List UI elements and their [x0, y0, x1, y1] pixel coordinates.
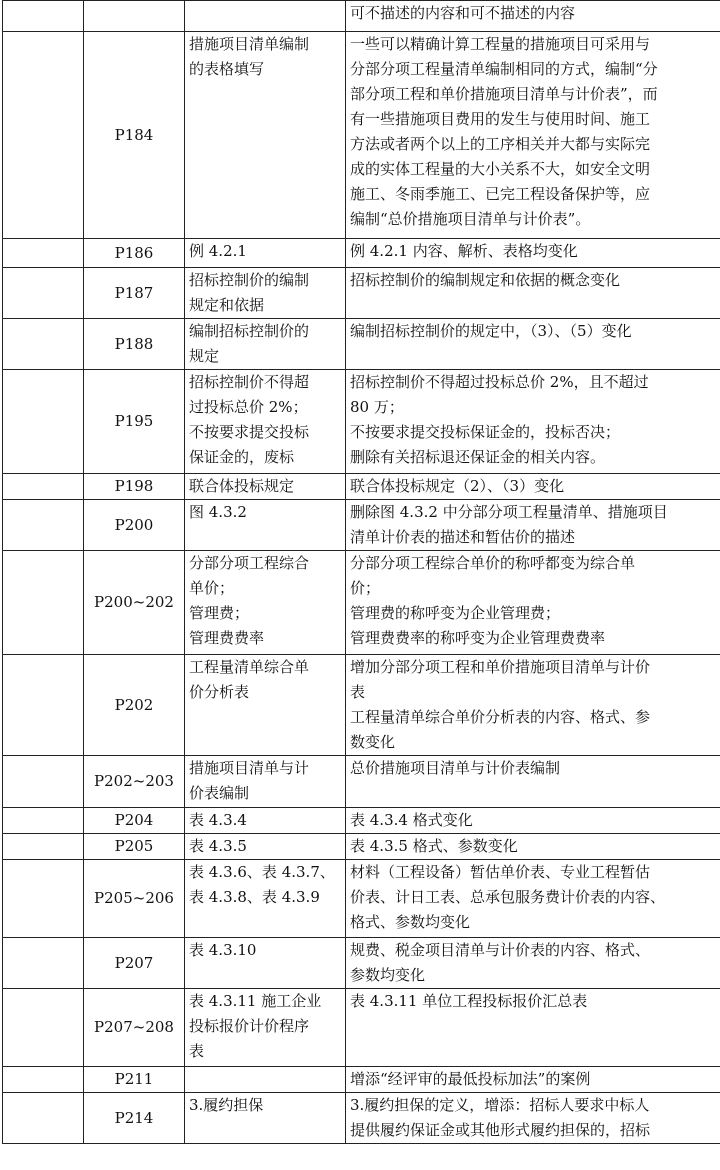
description-line: 总价措施项目清单与计价表编制 [350, 759, 561, 777]
description-cell [346, 834, 720, 860]
description-line: 施工、冬雨季施工、已完工程设备保护等，应 [350, 185, 651, 203]
description-line: 3.履约担保的定义，增添：招标人要求中标人 [350, 1096, 650, 1114]
table-row [3, 808, 720, 834]
description-line: 管理费费率的称呼变为企业管理费费率 [350, 629, 606, 647]
item-line: 管理费费率 [189, 629, 265, 647]
description-line: 招标控制价不得超过投标总价 2%，且不超过 [350, 373, 649, 391]
description-line: 例 4.2.1 内容、解析、表格均变化 [350, 242, 578, 260]
item-line: 投标报价计价程序 [189, 1017, 310, 1035]
description-cell [346, 1, 720, 32]
description-line: 清单计价表的描述和暂估价的描述 [350, 528, 576, 546]
table-row [3, 860, 720, 938]
description-line: 分部分项工程综合单价的称呼都变为综合单 [350, 554, 636, 572]
item-line: 管理费； [189, 604, 250, 622]
table-row [3, 1, 720, 32]
blank-cell [3, 834, 84, 860]
item-line: 联合体投标规定 [189, 477, 295, 495]
item-line: 不按要求提交投标 [189, 423, 310, 441]
blank-cell [3, 808, 84, 834]
page-ref-cell: P188 [84, 319, 185, 370]
description-cell [346, 319, 720, 370]
page-ref-cell: P202 [84, 655, 185, 756]
blank-cell [3, 551, 84, 655]
item-line: 规定 [189, 347, 220, 365]
description-line: 表 4.3.11 单位工程投标报价汇总表 [350, 992, 588, 1010]
description-line: 表 4.3.5 格式、参数变化 [350, 837, 518, 855]
description-line: 工程量清单综合单价分析表的内容、格式、参 [350, 708, 651, 726]
item-cell [185, 808, 346, 834]
table-row [3, 239, 720, 268]
table-row [3, 319, 720, 370]
item-cell [185, 834, 346, 860]
table-row [3, 834, 720, 860]
blank-cell [3, 1093, 84, 1144]
item-line: 规定和依据 [189, 296, 265, 314]
item-cell [185, 860, 346, 938]
page-ref-cell: P205 [84, 834, 185, 860]
item-line: 的表格填写 [189, 60, 265, 78]
description-line: 可不描述的内容和可不描述的内容 [350, 4, 576, 22]
item-line: 招标控制价不得超 [189, 373, 310, 391]
item-line: 措施项目清单编制 [189, 35, 310, 53]
table-row [3, 756, 720, 808]
blank-cell [3, 500, 84, 551]
document-table [2, 0, 720, 1144]
blank-cell [3, 860, 84, 938]
item-cell [185, 938, 346, 989]
description-line: 表 [350, 683, 366, 701]
page-ref-cell: P200~202 [84, 551, 185, 655]
description-cell [346, 808, 720, 834]
description-cell [346, 938, 720, 989]
description-line: 参数均变化 [350, 966, 426, 984]
item-cell [185, 756, 346, 808]
blank-cell [3, 1, 84, 32]
item-cell [185, 500, 346, 551]
description-line: 招标控制价的编制规定和依据的概念变化 [350, 271, 621, 289]
description-line: 价； [350, 579, 381, 597]
description-line: 分部分项工程量清单编制相同的方式，编制“分 [350, 60, 658, 78]
table-row [3, 655, 720, 756]
item-line: 编制招标控制价的 [189, 322, 310, 340]
item-cell [185, 989, 346, 1067]
item-line: 措施项目清单与计 [189, 759, 310, 777]
description-cell [346, 500, 720, 551]
table-row [3, 268, 720, 319]
item-cell [185, 1093, 346, 1144]
item-cell [185, 32, 346, 239]
description-line: 编制“总价措施项目清单与计价表”。 [350, 210, 591, 228]
table-row [3, 1067, 720, 1093]
item-cell [185, 268, 346, 319]
blank-cell [3, 32, 84, 239]
table-row [3, 370, 720, 474]
page-ref-cell: P186 [84, 239, 185, 268]
page-ref-cell: P214 [84, 1093, 185, 1144]
item-line: 分部分项工程综合 [189, 554, 310, 572]
description-cell [346, 551, 720, 655]
item-line: 表 4.3.5 [189, 837, 247, 855]
page-ref-cell: P202~203 [84, 756, 185, 808]
blank-cell [3, 268, 84, 319]
page-ref-cell: P200 [84, 500, 185, 551]
description-line: 一些可以精确计算工程量的措施项目可采用与 [350, 35, 651, 53]
description-line: 删除图 4.3.2 中分部分项工程量清单、措施项目 [350, 503, 668, 521]
page-ref-cell [84, 1, 185, 32]
description-line: 规费、税金项目清单与计价表的内容、格式、 [350, 941, 651, 959]
item-line: 保证金的，废标 [189, 448, 295, 466]
table-row [3, 551, 720, 655]
item-line: 招标控制价的编制 [189, 271, 310, 289]
table-row [3, 32, 720, 239]
blank-cell [3, 756, 84, 808]
description-cell [346, 1093, 720, 1144]
blank-cell [3, 319, 84, 370]
description-cell [346, 860, 720, 938]
description-line: 表 4.3.4 格式变化 [350, 811, 473, 829]
description-line: 删除有关招标退还保证金的相关内容。 [350, 448, 606, 466]
description-line: 格式、参数均变化 [350, 913, 471, 931]
blank-cell [3, 1067, 84, 1093]
description-cell [346, 474, 720, 500]
item-cell [185, 239, 346, 268]
description-line: 管理费的称呼变为企业管理费； [350, 604, 561, 622]
description-line: 数变化 [350, 733, 396, 751]
item-cell [185, 370, 346, 474]
description-line: 方法或者两个以上的工序相关并大都与实际完 [350, 135, 651, 153]
description-cell [346, 756, 720, 808]
description-line: 增加分部分项工程和单价措施项目清单与计价 [350, 658, 651, 676]
description-cell [346, 989, 720, 1067]
blank-cell [3, 655, 84, 756]
item-cell [185, 551, 346, 655]
table-row [3, 1093, 720, 1144]
page-ref-cell: P207 [84, 938, 185, 989]
blank-cell [3, 989, 84, 1067]
item-cell [185, 1, 346, 32]
table-row [3, 474, 720, 500]
description-cell [346, 239, 720, 268]
description-line: 成的实体工程量的大小关系不大，如安全文明 [350, 160, 651, 178]
item-line: 图 4.3.2 [189, 503, 247, 521]
table-row [3, 989, 720, 1067]
item-line: 例 4.2.1 [189, 242, 247, 260]
description-cell [346, 655, 720, 756]
description-cell [346, 1067, 720, 1093]
description-cell [346, 268, 720, 319]
table-row [3, 938, 720, 989]
description-line: 有一些措施项目费用的发生与使用时间、施工 [350, 110, 651, 128]
item-line: 单价； [189, 579, 235, 597]
item-line: 表 4.3.10 [189, 941, 257, 959]
description-line: 编制招标控制价的规定中，（3）、（5）变化 [350, 322, 632, 340]
item-line: 表 4.3.11 施工企业 [189, 992, 322, 1010]
description-cell [346, 32, 720, 239]
item-line: 工程量清单综合单 [189, 658, 310, 676]
item-line: 3.履约担保 [189, 1096, 264, 1114]
description-line: 价表、计日工表、总承包服务费计价表的内容、 [350, 888, 666, 906]
page-ref-cell: P198 [84, 474, 185, 500]
description-line: 联合体投标规定（2）、（3）变化 [350, 477, 565, 495]
description-cell [346, 370, 720, 474]
page-ref-cell: P195 [84, 370, 185, 474]
blank-cell [3, 370, 84, 474]
blank-cell [3, 938, 84, 989]
page-ref-cell: P211 [84, 1067, 185, 1093]
description-line: 部分项工程和单价措施项目清单与计价表”，而 [350, 85, 658, 103]
description-line: 材料（工程设备）暂估单价表、专业工程暂估 [350, 863, 651, 881]
description-line: 增添“经评审的最低投标加法”的案例 [350, 1070, 591, 1088]
description-line: 提供履约保证金或其他形式履约担保的，招标 [350, 1121, 651, 1139]
item-line: 表 4.3.8、表 4.3.9 [189, 888, 320, 906]
item-cell [185, 319, 346, 370]
blank-cell [3, 474, 84, 500]
table-row [3, 500, 720, 551]
item-line: 表 4.3.4 [189, 811, 247, 829]
blank-cell [3, 239, 84, 268]
page-ref-cell: P205~206 [84, 860, 185, 938]
item-cell [185, 1067, 346, 1093]
item-line: 价分析表 [189, 683, 250, 701]
item-cell [185, 655, 346, 756]
item-line: 价表编制 [189, 784, 250, 802]
item-line: 过投标总价 2%； [189, 398, 308, 416]
item-cell [185, 474, 346, 500]
item-line: 表 [189, 1042, 205, 1060]
description-line: 80 万； [350, 398, 404, 416]
description-line: 不按要求提交投标保证金的，投标否决； [350, 423, 621, 441]
page-ref-cell: P204 [84, 808, 185, 834]
page-ref-cell: P184 [84, 32, 185, 239]
item-line: 表 4.3.6、表 4.3.7、 [189, 863, 335, 881]
table-body [3, 1, 720, 1144]
page-ref-cell: P187 [84, 268, 185, 319]
page-ref-cell: P207~208 [84, 989, 185, 1067]
